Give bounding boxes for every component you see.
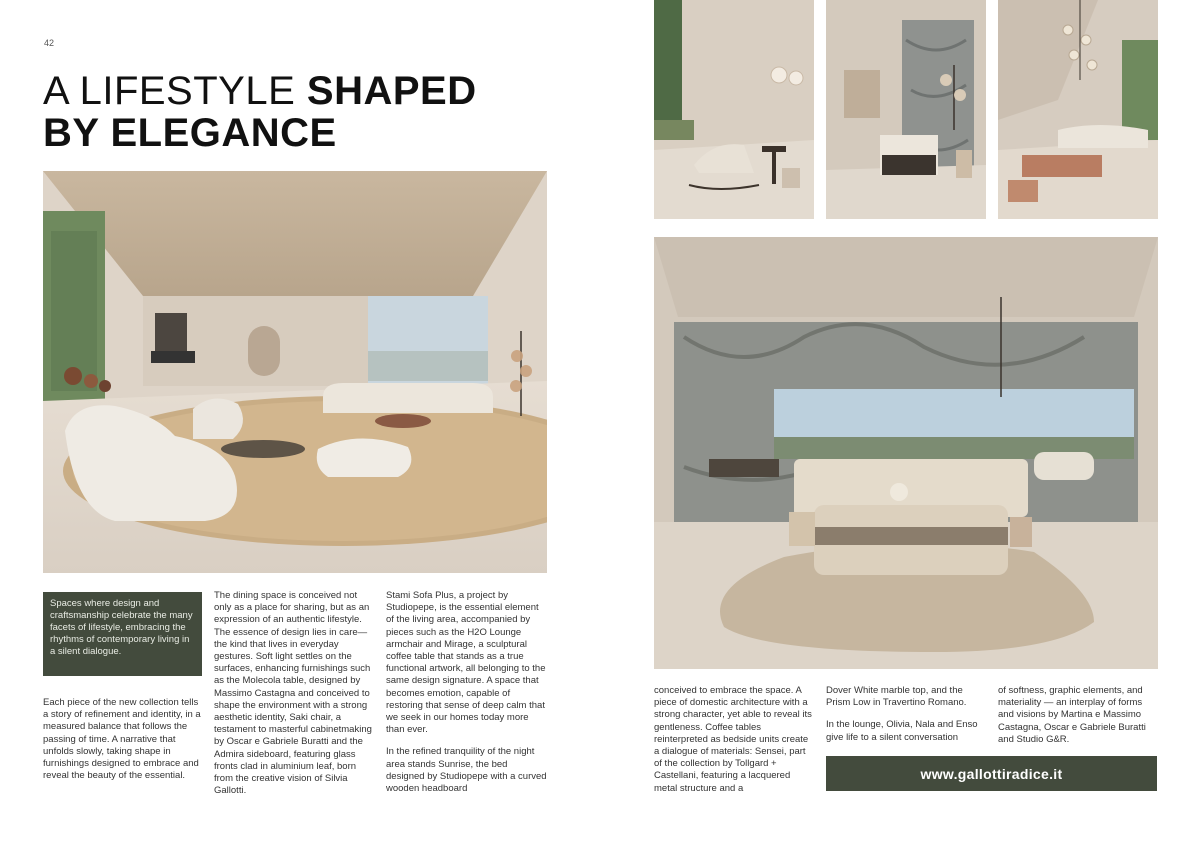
title-light-part: A LIFESTYLE <box>43 69 307 113</box>
right-column-2 <box>826 685 988 744</box>
right-column-1 <box>654 685 816 795</box>
right-column-2-paragraph-1: Dover White marble top, and the Prism Low in Travertino Romano. <box>826 685 967 709</box>
title-bold-part-1: SHAPED <box>306 69 477 113</box>
left-column-3-paragraph-1: Stami Sofa Plus, a project by Studiopepe, is the essential element of the living area, accompanied by pieces such as the H2O Lounge armchair and Mirage, a sculptural coffee table that stands as a true functional artwork, all belonging to the same design signature. A space that becomes emotion, capable of restoring that sense of deep calm that we seek in our homes today more than ever. <box>386 590 546 736</box>
right-column-2-paragraph-2: In the lounge, Olivia, Nala and Enso give life to a silent conversation <box>826 719 978 743</box>
marble-wall-armchair-photo <box>826 0 986 219</box>
right-column-1-text: conceived to embrace the space. A piece of domestic architecture with a strong character, yet able to reveal its gentleness. Coffee tables reinterpreted as bedside units create a dialogue of materials: Sensei, part of the collection by Tollgard + Castellani, featuring a lacquered metal structure and a <box>654 685 812 794</box>
right-column-3 <box>998 685 1158 746</box>
left-column-3 <box>386 590 548 795</box>
left-column-1 <box>43 697 203 782</box>
website-link[interactable]: www.gallottiradice.it <box>826 756 1157 791</box>
left-column-2 <box>214 590 376 797</box>
left-column-2-text: The dining space is conceived not only as a place for sharing, but as an expression of an authentic lifestyle. The essence of design lies in care—the kind that lives in everyday gestures. Soft light settles on the surfaces, enhancing furnishings such as the Molecola table, designed by Massimo Castagna and conceived to shape the environment with a strong aesthetic identity, Saki chair, a testament to masterful cabinetmaking by Oscar e Gabriele Buratti and the Admira sideboard, featuring glass fronts clad in aluminium leaf, born from the creative vision of Silvia Gallotti. <box>214 590 372 797</box>
left-column-3-paragraph-2: In the refined tranquility of the night area stands Sunrise, the bed designed by Studiopepe with a curved wooden headboard <box>386 746 547 795</box>
bedroom-photo <box>654 237 1158 669</box>
left-column-1-text: Each piece of the new collection tells a story of refinement and identity, in a measured balance that follows the passing of time. A narrative that unfolds slowly, taking shape in furnishings designed to embrace and reveal the beauty of the essential. <box>43 697 201 782</box>
rocking-chair-photo <box>654 0 814 219</box>
right-column-3-text: of softness, graphic elements, and materiality — an interplay of forms and visions by Martina e Massimo Castagna, Oscar e Gabriele Buratti and Studio G&R. <box>998 685 1146 745</box>
living-room-photo <box>43 171 547 573</box>
page-number: 42 <box>44 38 55 48</box>
chandelier-lounge-photo <box>998 0 1158 219</box>
title-bold-part-2: BY ELEGANCE <box>43 111 337 155</box>
intro-quote-box: Spaces where design and craftsmanship celebrate the many facets of lifestyle, embracing the rhythms of contemporary living in a silent dialogue. <box>43 592 202 676</box>
page-title <box>43 70 603 154</box>
